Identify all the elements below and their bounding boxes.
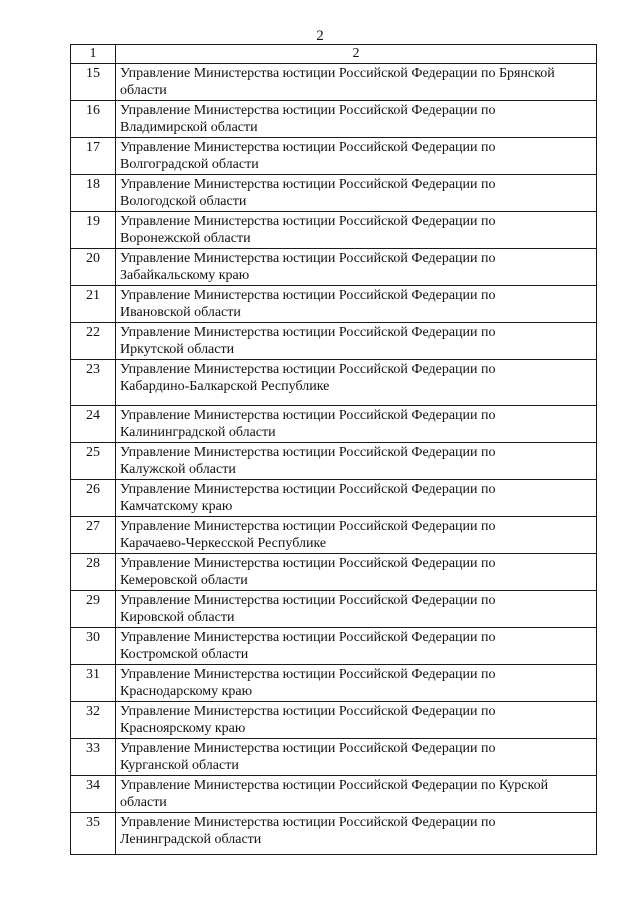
row-number-cell: 16 (71, 101, 116, 138)
row-name-line-1: Управление Министерства юстиции Российской Федерации по (120, 815, 496, 830)
row-name-line-2: Костромской области (120, 647, 249, 662)
row-name-cell (116, 739, 597, 776)
row-name-line-2: Забайкальскому краю (120, 268, 250, 283)
row-name-line-1: Управление Министерства юстиции Российской Федерации по Брянской (120, 66, 555, 81)
row-name-line-2: Волгоградской области (120, 157, 259, 172)
row-name-line-1: Управление Министерства юстиции Российской Федерации по (120, 630, 496, 645)
table-row (71, 739, 597, 776)
row-name-line-2: Кабардино-Балкарской Республике (120, 379, 330, 394)
row-name-cell (116, 101, 597, 138)
row-number-cell: 26 (71, 480, 116, 517)
row-number-cell: 19 (71, 212, 116, 249)
row-name-line-2: Иркутской области (120, 342, 235, 357)
table-row (71, 665, 597, 702)
row-name-line-1: Управление Министерства юстиции Российской Федерации по (120, 288, 496, 303)
table-row (71, 360, 597, 406)
table-row (71, 249, 597, 286)
row-name-cell (116, 286, 597, 323)
row-name-line-2: Карачаево-Черкесской Республике (120, 536, 327, 551)
row-name-line-2: Владимирской области (120, 120, 258, 135)
row-name-cell (116, 517, 597, 554)
row-name-line-2: Камчатскому краю (120, 499, 233, 514)
table-row (71, 443, 597, 480)
page-number: 2 (316, 28, 324, 44)
table-row (71, 175, 597, 212)
row-name-line-1: Управление Министерства юстиции Российской Федерации по (120, 667, 496, 682)
row-name-line-2: Курганской области (120, 758, 239, 773)
ministry-offices-table (70, 44, 597, 855)
row-name-line-2: Красноярскому краю (120, 721, 246, 736)
row-name-line-1: Управление Министерства юстиции Российской Федерации по (120, 251, 496, 266)
row-name-cell (116, 138, 597, 175)
row-number-cell: 31 (71, 665, 116, 702)
table-row (71, 591, 597, 628)
row-name-cell (116, 212, 597, 249)
header-cell-number: 1 (71, 45, 116, 64)
table-row (71, 286, 597, 323)
row-name-line-2: области (120, 83, 167, 98)
row-name-cell (116, 702, 597, 739)
table-header-row (71, 45, 597, 64)
row-name-cell (116, 64, 597, 101)
row-name-line-1: Управление Министерства юстиции Российской Федерации по (120, 325, 496, 340)
row-number-cell: 24 (71, 406, 116, 443)
row-name-line-2: Вологодской области (120, 194, 247, 209)
table-row (71, 517, 597, 554)
row-name-cell (116, 554, 597, 591)
row-name-line-2: области (120, 795, 167, 810)
row-name-line-1: Управление Министерства юстиции Российской Федерации по (120, 140, 496, 155)
row-number-cell: 20 (71, 249, 116, 286)
row-name-line-2: Калужской области (120, 462, 236, 477)
row-name-line-2: Кемеровской области (120, 573, 248, 588)
row-name-line-1: Управление Министерства юстиции Российской Федерации по (120, 214, 496, 229)
row-number-cell: 18 (71, 175, 116, 212)
row-name-cell (116, 443, 597, 480)
row-number-cell: 15 (71, 64, 116, 101)
row-number-cell: 22 (71, 323, 116, 360)
table-row (71, 554, 597, 591)
row-number-cell: 23 (71, 360, 116, 406)
row-name-line-2: Краснодарскому краю (120, 684, 253, 699)
row-name-line-1: Управление Министерства юстиции Российской Федерации по (120, 103, 496, 118)
row-number-cell: 35 (71, 813, 116, 855)
table-row (71, 702, 597, 739)
row-name-line-2: Воронежской области (120, 231, 251, 246)
row-name-line-1: Управление Министерства юстиции Российской Федерации по (120, 741, 496, 756)
row-name-line-2: Ленинградской области (120, 832, 262, 847)
table-row (71, 212, 597, 249)
row-name-cell (116, 249, 597, 286)
row-name-line-1: Управление Министерства юстиции Российской Федерации по (120, 408, 496, 423)
row-name-line-1: Управление Министерства юстиции Российской Федерации по (120, 519, 496, 534)
row-number-cell: 17 (71, 138, 116, 175)
row-name-line-2: Калининградской области (120, 425, 276, 440)
row-name-cell (116, 406, 597, 443)
table-row (71, 64, 597, 101)
row-name-line-1: Управление Министерства юстиции Российской Федерации по (120, 482, 496, 497)
row-name-line-1: Управление Министерства юстиции Российской Федерации по (120, 177, 496, 192)
table-row (71, 406, 597, 443)
table-row (71, 323, 597, 360)
row-number-cell: 25 (71, 443, 116, 480)
row-number-cell: 34 (71, 776, 116, 813)
table-row (71, 813, 597, 855)
row-number-cell: 28 (71, 554, 116, 591)
row-number-cell: 33 (71, 739, 116, 776)
row-name-cell (116, 175, 597, 212)
row-name-line-1: Управление Министерства юстиции Российской Федерации по (120, 556, 496, 571)
row-name-cell (116, 776, 597, 813)
table-row (71, 480, 597, 517)
row-name-line-1: Управление Министерства юстиции Российской Федерации по (120, 445, 496, 460)
row-name-cell (116, 323, 597, 360)
row-name-line-1: Управление Министерства юстиции Российской Федерации по (120, 704, 496, 719)
row-name-cell (116, 591, 597, 628)
row-name-cell (116, 628, 597, 665)
row-name-cell (116, 360, 597, 406)
row-name-line-2: Кировской области (120, 610, 235, 625)
row-number-cell: 29 (71, 591, 116, 628)
row-name-line-1: Управление Министерства юстиции Российской Федерации по Курской (120, 778, 549, 793)
row-number-cell: 27 (71, 517, 116, 554)
row-name-cell (116, 813, 597, 855)
row-number-cell: 30 (71, 628, 116, 665)
row-number-cell: 21 (71, 286, 116, 323)
table-row (71, 101, 597, 138)
table-row (71, 776, 597, 813)
header-cell-name: 2 (116, 45, 597, 64)
row-name-line-1: Управление Министерства юстиции Российской Федерации по (120, 593, 496, 608)
table-row (71, 138, 597, 175)
row-name-cell (116, 480, 597, 517)
row-name-line-2: Ивановской области (120, 305, 241, 320)
row-number-cell: 32 (71, 702, 116, 739)
row-name-cell (116, 665, 597, 702)
table-row (71, 628, 597, 665)
row-name-line-1: Управление Министерства юстиции Российской Федерации по (120, 362, 496, 377)
